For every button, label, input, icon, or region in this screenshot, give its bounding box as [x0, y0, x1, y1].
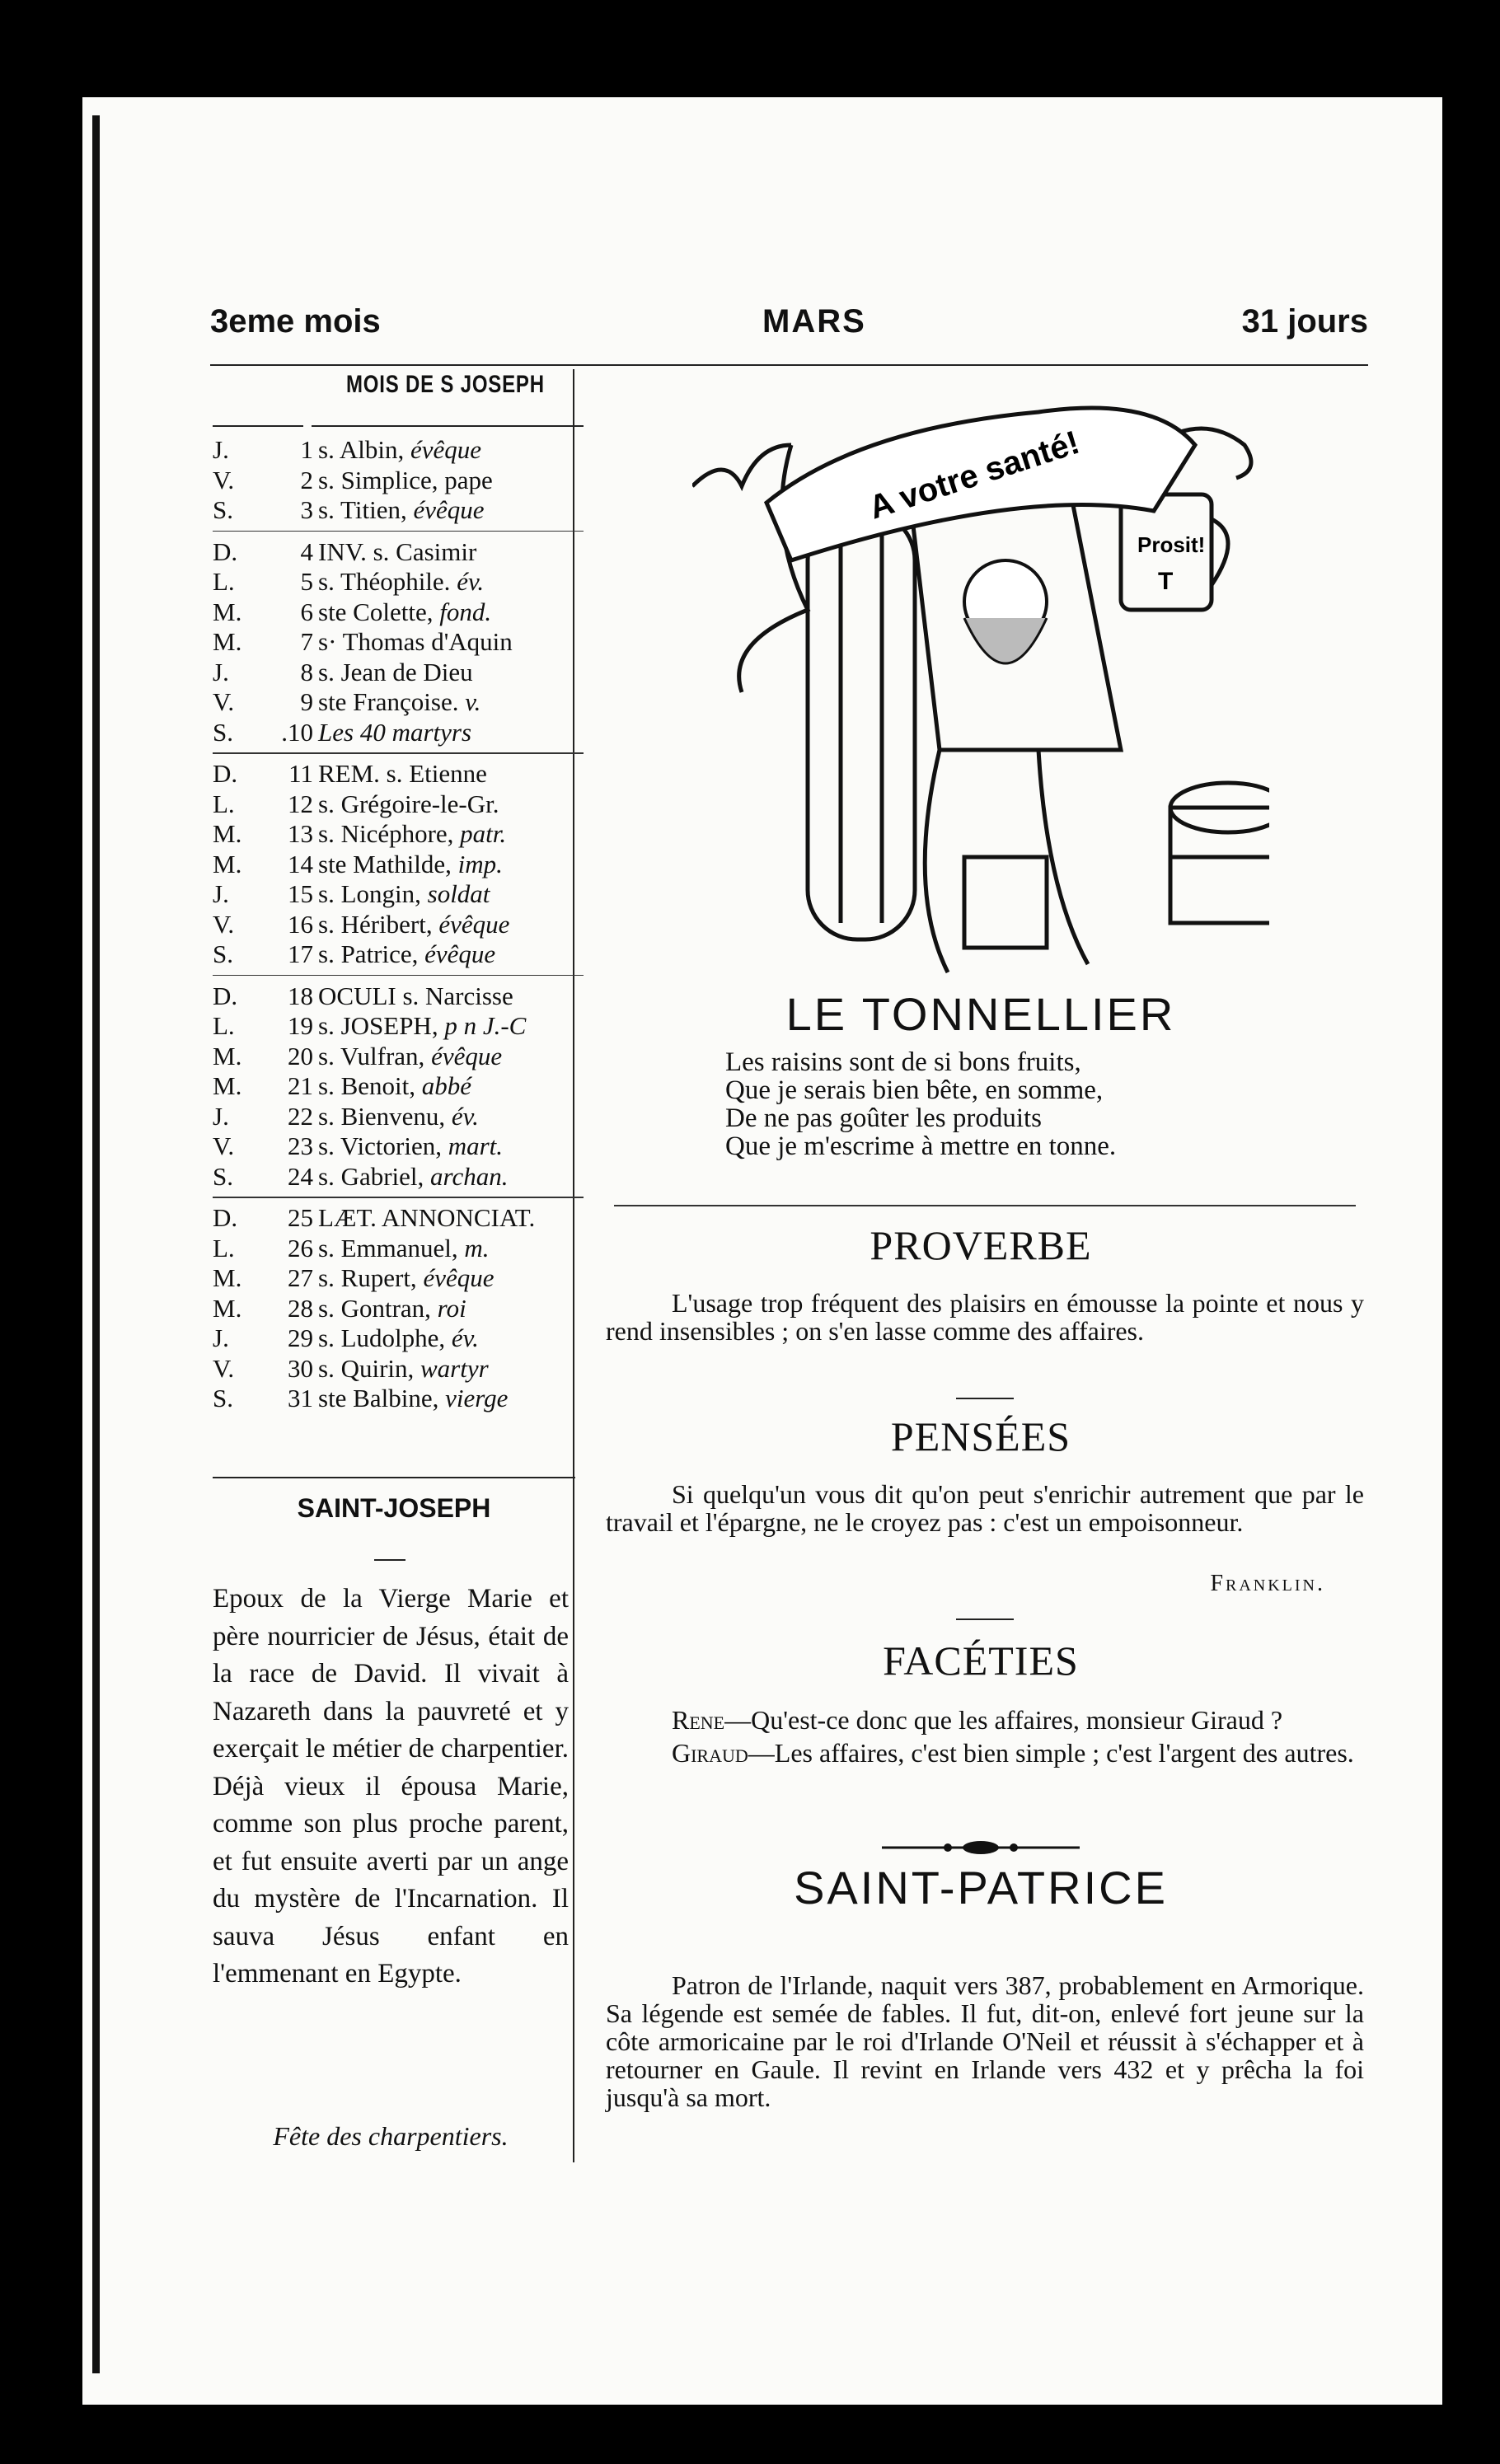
saint-text: OCULI s. Narcisse	[318, 981, 513, 1010]
saint-text: s. Gabriel,	[318, 1161, 424, 1191]
weekday: M.	[213, 627, 242, 656]
calendar-row	[213, 759, 592, 789]
pensees-title: PENSÉES	[890, 1413, 1071, 1459]
day-number: 19	[288, 1011, 313, 1040]
calendar-row	[213, 495, 592, 526]
divider	[374, 1559, 405, 1561]
weekday: J.	[213, 879, 229, 908]
weekday: M.	[213, 597, 242, 626]
calendar-row	[213, 879, 592, 910]
day-number: 1	[300, 435, 313, 464]
weekday: S.	[213, 939, 233, 968]
day-number: 28	[288, 1293, 313, 1323]
calendar-row	[213, 850, 592, 880]
day-number: 16	[288, 909, 313, 939]
saint-title: fond.	[439, 597, 492, 626]
calendar-row	[213, 1011, 592, 1042]
saint-title: mart.	[448, 1131, 504, 1160]
facetie-line-text: —Qu'est-ce donc que les affaires, monsieur Giraud ?	[724, 1705, 1283, 1735]
calendar-row	[213, 1323, 592, 1354]
calendar-row	[213, 718, 592, 748]
saint-title: m.	[464, 1233, 490, 1262]
weekday: D.	[213, 536, 238, 566]
saint-name	[318, 658, 473, 687]
divider	[956, 1618, 1014, 1620]
day-number: 5	[300, 567, 313, 596]
day-number: 18	[288, 981, 313, 1010]
week-separator	[213, 970, 592, 981]
day-number: 14	[288, 849, 313, 878]
saint-name	[318, 1042, 502, 1071]
saint-text: s. Bienvenu,	[318, 1101, 446, 1131]
weekday: S.	[213, 1161, 233, 1191]
saint-title: v.	[465, 687, 481, 716]
saint-patrice-title: SAINT-PATRICE	[794, 1862, 1168, 1914]
weekday: M.	[213, 1041, 242, 1070]
saint-name	[318, 1384, 508, 1413]
divider	[213, 425, 303, 427]
calendar-row	[213, 627, 592, 658]
week-separator	[213, 1192, 592, 1203]
saint-name	[318, 1234, 490, 1263]
calendar-table	[213, 435, 592, 1414]
saint-name	[318, 819, 506, 849]
calendar-row	[213, 1384, 592, 1414]
weekday: J.	[213, 1101, 229, 1131]
saint-text: s. Grégoire-le-Gr.	[318, 789, 499, 818]
day-number: 15	[288, 879, 313, 908]
day-number: 4	[300, 536, 313, 566]
saint-title: évêque	[413, 495, 485, 524]
saint-joseph-fete: Fête des charpentiers.	[273, 2121, 509, 2151]
calendar-row	[213, 687, 592, 718]
day-number: 20	[288, 1041, 313, 1070]
saint-name	[318, 718, 471, 747]
saint-text: s. Victorien,	[318, 1131, 442, 1160]
saint-name	[318, 759, 487, 789]
saint-title: roi	[437, 1293, 466, 1323]
saint-title: Les 40 martyrs	[318, 717, 472, 747]
weekday: V.	[213, 909, 235, 939]
calendar-row	[213, 567, 592, 597]
weekday: D.	[213, 1203, 238, 1232]
weekday: V.	[213, 687, 235, 716]
weekday: S.	[213, 717, 233, 747]
day-number: 27	[288, 1263, 313, 1292]
saint-title: archan.	[430, 1161, 509, 1191]
saint-title: évêque	[431, 1041, 503, 1070]
tonnellier-poem	[725, 1048, 1116, 1160]
saint-name	[318, 1203, 535, 1233]
saint-title: évêque	[423, 1263, 495, 1292]
calendar-row	[213, 910, 592, 940]
calendar-row	[213, 789, 592, 820]
day-number: 23	[288, 1131, 313, 1160]
saint-text: s. Vulfran,	[318, 1041, 425, 1070]
saint-title: vierge	[445, 1384, 509, 1412]
facetie-line-text: —Les affaires, c'est bien simple ; c'est l'argent des autres.	[748, 1738, 1354, 1768]
saint-name	[318, 567, 484, 597]
saint-text: s. Albin,	[318, 435, 405, 464]
weekday: L.	[213, 1011, 235, 1040]
calendar-row	[213, 1263, 592, 1294]
saint-text: s. Nicéphore,	[318, 819, 454, 848]
day-number: 9	[300, 687, 313, 716]
saint-name	[318, 1323, 479, 1353]
saint-text: s. Benoit,	[318, 1071, 415, 1100]
weekday: M.	[213, 1293, 242, 1323]
calendar-row	[213, 1294, 592, 1324]
saint-text: s. Longin,	[318, 879, 421, 908]
header-day-count: 31 jours	[1241, 303, 1368, 340]
mug-text: Prosit!	[1137, 532, 1206, 557]
saint-text: s. Simplice, pape	[318, 465, 493, 494]
day-number: 13	[288, 819, 313, 848]
day-number: 7	[300, 627, 313, 656]
day-number: 25	[288, 1203, 313, 1232]
saint-joseph-text: Epoux de la Vierge Marie et père nourricier de Jésus, était de la race de David. Il vivait à Nazareth dans la pauvreté et y exerçait le métier de charpentier. Déjà vieux il épousa Marie, comme son plus proche parent, et fut ensuite averti par un ange du mystère de l'Incarnation. Il sauva Jésus enfant en l'emmenant en Egypte.	[213, 1584, 569, 1989]
poem-line: Les raisins sont de si bons fruits,	[725, 1047, 1081, 1077]
weekday: L.	[213, 567, 235, 596]
calendar-title: MOIS DE S JOSEPH	[346, 371, 545, 398]
day-number: 21	[288, 1071, 313, 1100]
calendar-row	[213, 1131, 592, 1162]
saint-text: ste Balbine,	[318, 1384, 439, 1412]
saint-text: ste Françoise.	[318, 687, 459, 716]
weekday: M.	[213, 1071, 242, 1100]
day-number: 8	[300, 657, 313, 686]
saint-title: imp.	[457, 849, 503, 878]
header-month-name: MARS	[762, 303, 866, 340]
calendar-row	[213, 1203, 592, 1234]
ornament-divider	[882, 1839, 1080, 1856]
day-number: 17	[288, 939, 313, 968]
saint-text: s. Jean de Dieu	[318, 657, 473, 686]
saint-title: évêque	[438, 909, 510, 939]
weekday: S.	[213, 1384, 233, 1412]
divider	[956, 1398, 1014, 1399]
saint-title: wartyr	[420, 1353, 489, 1383]
saint-text: s. Théophile.	[318, 567, 451, 596]
week-separator	[213, 526, 592, 537]
calendar-row	[213, 1234, 592, 1264]
day-number: 24	[288, 1161, 313, 1191]
calendar-row	[213, 939, 592, 970]
saint-text: s. Héribert,	[318, 909, 433, 939]
saint-name	[318, 1071, 471, 1101]
saint-text: ste Colette,	[318, 597, 434, 626]
saint-text: INV. s. Casimir	[318, 536, 477, 566]
saint-text: LÆT. ANNONCIAT.	[318, 1203, 536, 1232]
speaker-rene: Rene	[672, 1705, 725, 1735]
calendar-row	[213, 1162, 592, 1192]
saint-title: évêque	[410, 435, 482, 464]
poem-line: Que je serais bien bête, en somme,	[725, 1075, 1104, 1105]
saint-name	[318, 537, 476, 567]
calendar-row	[213, 1042, 592, 1072]
saint-name	[318, 687, 480, 717]
faceties-title: FACÉTIES	[883, 1637, 1079, 1684]
weekday: M.	[213, 1263, 242, 1292]
calendar-row	[213, 1071, 592, 1102]
saint-title: év.	[451, 1323, 479, 1352]
weekday: V.	[213, 1353, 235, 1383]
banner-text: A votre santé!	[865, 424, 1085, 527]
saint-name	[318, 789, 499, 819]
tonnellier-title: LE TONNELLIER	[785, 988, 1176, 1040]
saint-name	[318, 850, 503, 879]
saint-name	[318, 981, 513, 1011]
section-rule	[614, 1205, 1356, 1206]
divider	[312, 425, 584, 427]
saint-title: p n J.-C	[444, 1011, 527, 1040]
saint-title: év.	[451, 1101, 479, 1131]
day-number: 29	[288, 1323, 313, 1352]
saint-text: REM. s. Etienne	[318, 759, 487, 788]
saint-joseph-title: SAINT-JOSEPH	[297, 1493, 491, 1523]
facetie-line	[606, 1706, 1364, 1734]
calendar-row	[213, 981, 592, 1012]
saint-name	[318, 1162, 508, 1192]
saint-name	[318, 1011, 526, 1041]
weekday: D.	[213, 981, 238, 1010]
weekday: M.	[213, 819, 242, 848]
weekday: V.	[213, 1131, 235, 1160]
header-rule	[210, 364, 1368, 366]
saint-title: évêque	[424, 939, 496, 968]
saint-text: s. Titien,	[318, 495, 407, 524]
speaker-giraud: Giraud	[672, 1738, 748, 1768]
calendar-row	[213, 597, 592, 628]
week-separator	[213, 747, 592, 759]
day-number: 2	[300, 465, 313, 494]
saint-name	[318, 939, 495, 969]
page-header	[210, 303, 1368, 344]
saint-text: ste Mathilde,	[318, 849, 452, 878]
saint-text: s. Rupert,	[318, 1263, 417, 1292]
day-number: .10	[281, 717, 313, 747]
weekday: J.	[213, 657, 229, 686]
day-number: 6	[300, 597, 313, 626]
weekday: J.	[213, 1323, 229, 1352]
weekday: S.	[213, 495, 233, 524]
facetie-line	[606, 1739, 1364, 1767]
day-number: 3	[300, 495, 313, 524]
day-number: 31	[288, 1384, 313, 1412]
calendar-row	[213, 819, 592, 850]
weekday: L.	[213, 789, 235, 818]
faceties-text	[606, 1706, 1364, 1767]
saint-name	[318, 1263, 494, 1293]
cooper-gnome-illustration	[692, 396, 1269, 989]
saint-name	[318, 466, 493, 495]
saint-text: s. Ludolphe,	[318, 1323, 446, 1352]
poem-line: De ne pas goûter les produits	[725, 1103, 1042, 1133]
calendar-row	[213, 537, 592, 568]
saint-title: patr.	[460, 819, 507, 848]
pensees-text: Si quelqu'un vous dit qu'on peut s'enrichir autrement que par le travail et l'épargne, ne le croyez pas : c'est un empoisonneur.	[606, 1479, 1364, 1537]
weekday: V.	[213, 465, 235, 494]
saint-text: s. Quirin,	[318, 1353, 415, 1383]
proverbe-text: L'usage trop fréquent des plaisirs en émousse la pointe et nous y rend insensibles ; on s'en lasse comme des affaires.	[606, 1288, 1364, 1346]
mug-letter: T	[1158, 568, 1174, 595]
saint-name	[318, 910, 509, 939]
saint-patrice-text: Patron de l'Irlande, naquit vers 387, probablement en Armorique. Sa légende est semée de fables. Il fut, dit-on, enlevé fort jeune sur la côte armoricaine par le roi d'Irlande O'Neil et réussit à s'échapper et à retourner en Gaule. Il revint en Irlande vers 432 et y prêcha la foi jusqu'à sa mort.	[606, 1970, 1364, 2112]
day-number: 12	[288, 789, 313, 818]
weekday: L.	[213, 1233, 235, 1262]
weekday: M.	[213, 849, 242, 878]
saint-text: s. Patrice,	[318, 939, 419, 968]
saint-text: s. Gontran,	[318, 1293, 431, 1323]
saint-name	[318, 879, 490, 909]
weekday: J.	[213, 435, 229, 464]
calendar-row	[213, 1102, 592, 1132]
proverbe-title: PROVERBE	[870, 1222, 1092, 1268]
binding-edge	[92, 115, 100, 2373]
saint-name	[318, 597, 491, 627]
saint-name	[318, 495, 485, 525]
poem-line: Que je m'escrime à mettre en tonne.	[725, 1131, 1117, 1161]
day-number: 30	[288, 1353, 313, 1383]
calendar-row	[213, 435, 592, 466]
saint-title: év.	[457, 567, 485, 596]
saint-name	[318, 627, 513, 657]
saint-title: abbé	[421, 1071, 471, 1100]
saint-title: soldat	[427, 879, 490, 908]
saint-name	[318, 1131, 503, 1161]
day-number: 22	[288, 1101, 313, 1131]
saint-name	[318, 435, 481, 465]
saint-name	[318, 1102, 479, 1131]
saint-text: s. Emmanuel,	[318, 1233, 458, 1262]
day-number: 11	[288, 759, 313, 788]
saint-name	[318, 1354, 489, 1384]
pensees-author: Franklin.	[1210, 1571, 1325, 1596]
header-month-number: 3eme mois	[210, 303, 381, 340]
weekday: D.	[213, 759, 238, 788]
calendar-row	[213, 658, 592, 688]
saint-text: s. JOSEPH,	[318, 1011, 438, 1040]
calendar-row	[213, 466, 592, 496]
day-number: 26	[288, 1233, 313, 1262]
saint-text: s· Thomas d'Aquin	[318, 627, 513, 656]
saint-name	[318, 1294, 466, 1323]
calendar-row	[213, 1354, 592, 1384]
calendar-bottom-rule	[213, 1477, 575, 1478]
